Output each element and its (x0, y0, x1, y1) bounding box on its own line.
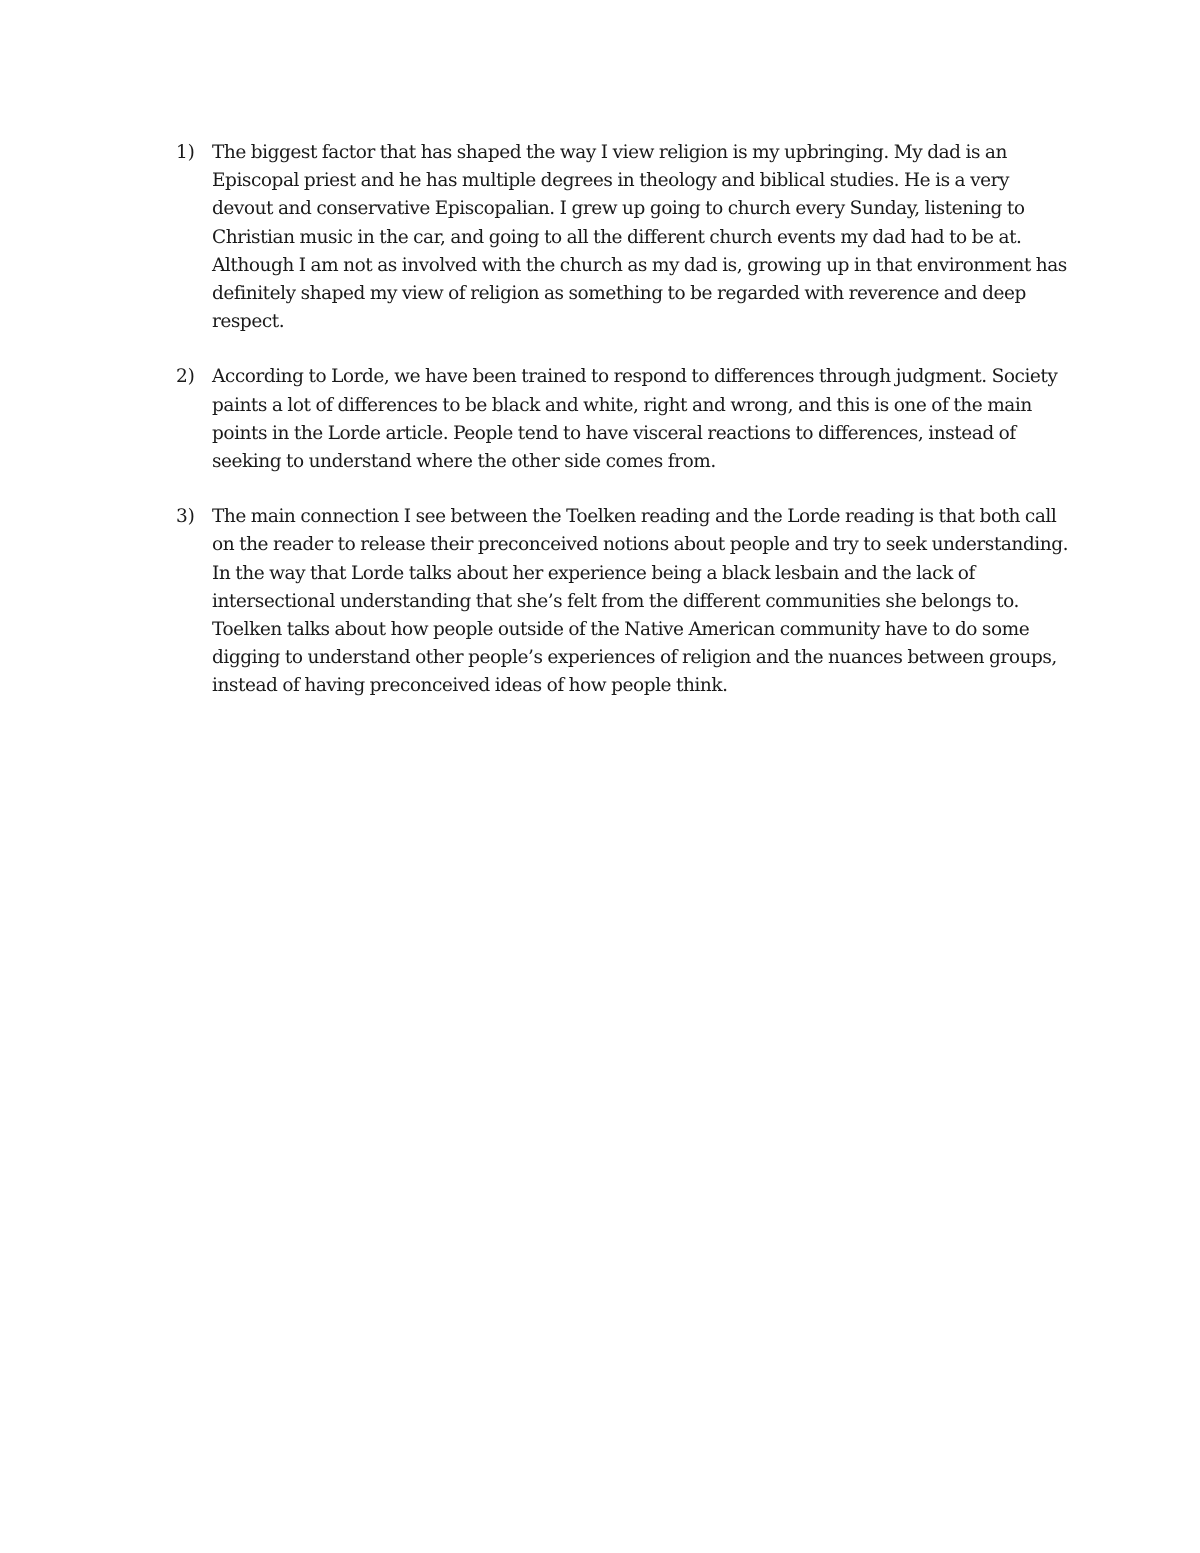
answer-text: According to Lorde, we have been trained to respond to differences through judgment. Society paints a lot of differences to be black and white, right and wrong, and this is one of the main points in the Lorde article. People tend to have visceral reactions to differences, instead of seeking to understand where the other side comes from. (212, 366, 1058, 473)
answer-list (176, 139, 1076, 728)
answer-item-1 (176, 139, 1076, 336)
answer-number: 3) (176, 506, 195, 528)
answer-number: 2) (176, 366, 195, 388)
answer-number: 1) (176, 142, 195, 163)
answer-item-3 (176, 503, 1076, 700)
answer-text: The main connection I see between the Toelken reading and the Lorde reading is that both call on the reader to release their preconceived notions about people and try to seek understanding. In the way that Lorde talks about her experience being a black lesbain and the lack of intersectional understanding that she’s felt from the different communities she belongs to. Toelken talks about how people outside of the Native American community have to do some digging to understand other people’s experiences of religion and the nuances between groups, instead of having preconceived ideas of how people think. (212, 506, 1069, 697)
answer-item-2 (176, 363, 1076, 476)
answer-text: The biggest factor that has shaped the way I view religion is my upbringing. My dad is an Episcopal priest and he has multiple degrees in theology and biblical studies. He is a very devout and conservative Episcopalian. I grew up going to church every Sunday, listening to Christian music in the car, and going to all the different church events my dad had to be at. Although I am not as involved with the church as my dad is, growing up in that environment has definitely shaped my view of religion as something to be regarded with reverence and deep respect. (212, 142, 1067, 333)
